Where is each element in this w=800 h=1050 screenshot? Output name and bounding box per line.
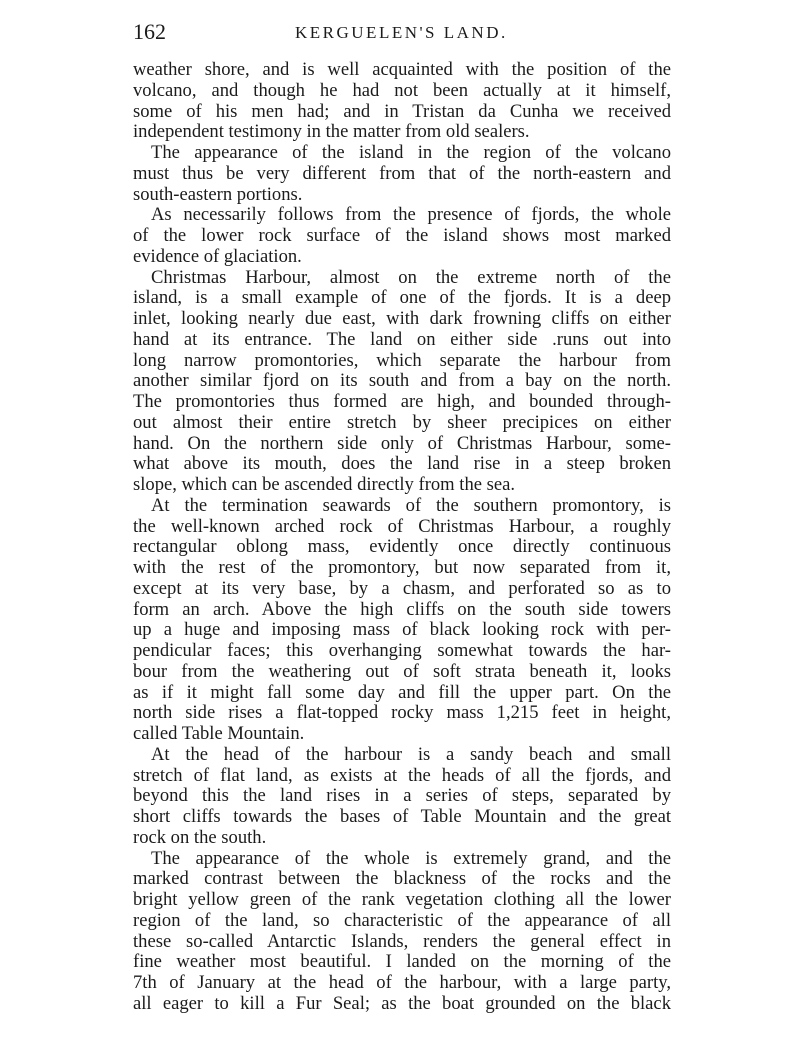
text-line: The appearance of the island in the region of the volcano [151,142,671,163]
text-line: hand. On the northern side only of Christmas Harbour, some- [133,432,671,454]
text-line: slope, which can be ascended directly from the sea. [133,474,516,495]
text-line: short cliffs towards the bases of Table Mountain and the great [133,806,671,827]
text-line: what above its mouth, does the land rise in a steep broken [133,453,671,475]
text-line: The appearance of the whole is extremely grand, and the [151,847,671,869]
text-line: north side rises a flat-topped rocky mass 1,215 feet in height, [133,702,671,724]
page-number: 162 [133,19,166,44]
text-line: independent testimony in the matter from old sealers. [133,121,530,143]
text-line: At the head of the harbour is a sandy beach and small [151,743,671,765]
text-line: fine weather most beautiful. I landed on the morning of the [133,951,671,973]
text-line: form an arch. Above the high cliffs on the south side towers [133,598,671,620]
text-line: The promontories thus formed are high, and bounded through- [133,391,671,412]
body-text [133,60,671,1015]
text-line: of the lower rock surface of the island shows most marked [133,225,671,246]
text-line: pendicular faces; this overhanging somewhat towards the har- [133,640,671,661]
text-line: As necessarily follows from the presence of fjords, the whole [151,204,671,226]
paragraph [133,268,671,496]
paragraph [133,849,671,1015]
paragraph [133,496,671,745]
running-title: KERGUELEN'S LAND. [295,23,508,42]
text-line: stretch of flat land, as exists at the heads of all the fjords, and [133,764,671,786]
text-line: out almost their entire stretch by sheer precipices on either [133,411,671,433]
text-line: marked contrast between the blackness of the rocks and the [133,868,671,890]
text-line: all eager to kill a Fur Seal; as the boat grounded on the black [133,992,671,1014]
text-line: the well-known arched rock of Christmas Harbour, a roughly [133,515,671,537]
text-line: Christmas Harbour, almost on the extreme north of the [151,266,671,288]
text-line: bright yellow green of the rank vegetation clothing all the lower [133,889,671,910]
text-line: these so-called Antarctic Islands, renders the general effect in [133,930,671,952]
text-line: must thus be very different from that of the north-eastern and [133,162,671,184]
text-line: up a huge and imposing mass of black looking rock with per- [133,619,671,641]
text-line: bour from the weathering out of soft strata beneath it, looks [133,660,671,682]
text-line: except at its very base, by a chasm, and perforated so as to [133,577,671,599]
text-line: hand at its entrance. The land on either side .runs out into [133,328,671,350]
text-line: inlet, looking nearly due east, with dark frowning cliffs on either [133,308,671,329]
text-line: island, is a small example of one of the fjords. It is a deep [133,287,671,309]
text-line: region of the land, so characteristic of the appearance of all [133,909,671,931]
text-line: with the rest of the promontory, but now separated from it, [133,557,671,578]
text-line: At the termination seawards of the southern promontory, is [151,494,671,516]
text-line: as if it might fall some day and fill the upper part. On the [133,681,671,703]
paragraph [133,205,671,267]
text-line: another similar fjord on its south and from a bay on the north. [133,370,671,392]
text-line: rock on the south. [133,826,267,848]
paragraph [133,60,671,143]
paragraph [133,745,671,849]
text-line: south-eastern portions. [133,183,303,205]
text-line: rectangular oblong mass, evidently once directly continuous [133,536,671,558]
text-line: weather shore, and is well acquainted with the position of the [133,59,671,80]
text-line: beyond this the land rises in a series of steps, separated by [133,785,671,807]
text-line: volcano, and though he had not been actually at it himself, [133,79,671,101]
text-line: some of his men had; and in Tristan da Cunha we received [133,100,671,122]
text-line: evidence of glaciation. [133,245,302,267]
text-line: 7th of January at the head of the harbour, with a large party, [133,972,671,993]
paragraph [133,143,671,205]
text-line: long narrow promontories, which separate the harbour from [133,349,671,371]
text-line: called Table Mountain. [133,723,305,744]
running-head [133,18,673,48]
